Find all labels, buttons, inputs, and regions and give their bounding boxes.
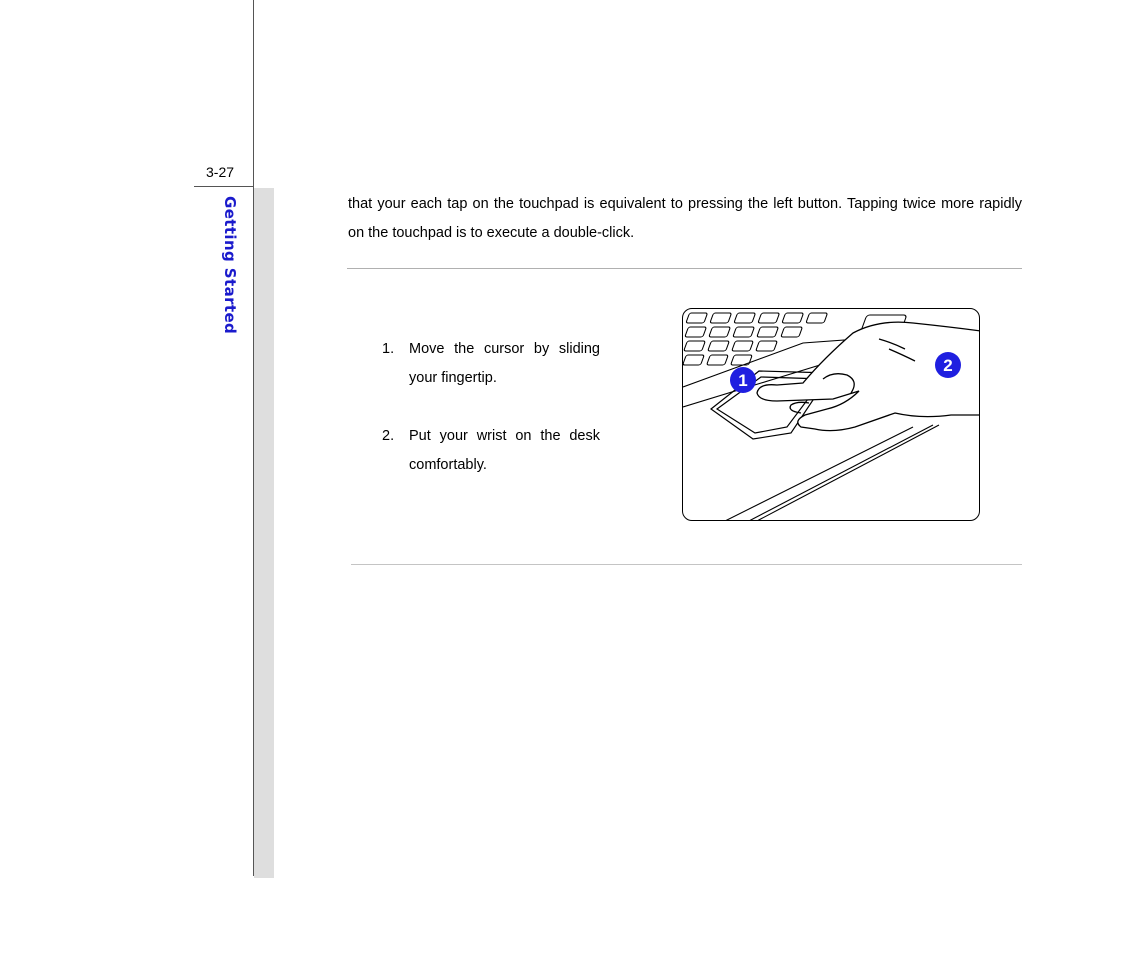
touchpad-illustration: [682, 308, 980, 521]
list-item: [382, 335, 600, 393]
section-rule-top: [347, 268, 1022, 269]
section-rule-bottom: [351, 564, 1022, 565]
page-number: 3-27: [206, 164, 235, 180]
badge-1-label: 1: [738, 371, 748, 390]
intro-paragraph: that your each tap on the touchpad is equivalent to pressing the left button. Tapping twice more rapidly on the touchpad is to execute a double-click.: [348, 196, 1022, 241]
sidebar-gray-bar: [254, 188, 274, 878]
badge-2-label: 2: [943, 356, 953, 375]
step-text: Put your wrist on the desk comfortably.: [409, 428, 600, 473]
chapter-title: Getting Started: [221, 196, 239, 335]
step-number: 1.: [382, 341, 395, 357]
step-text: Move the cursor by sliding your fingertip.: [409, 341, 600, 386]
page-number-rule: [194, 186, 254, 187]
list-item: [382, 422, 600, 480]
touchpad-hand-drawing: [683, 309, 980, 521]
steps-list: [382, 335, 600, 509]
badge-2: [935, 352, 961, 378]
step-number: 2.: [382, 428, 395, 444]
badge-1: [730, 367, 756, 393]
